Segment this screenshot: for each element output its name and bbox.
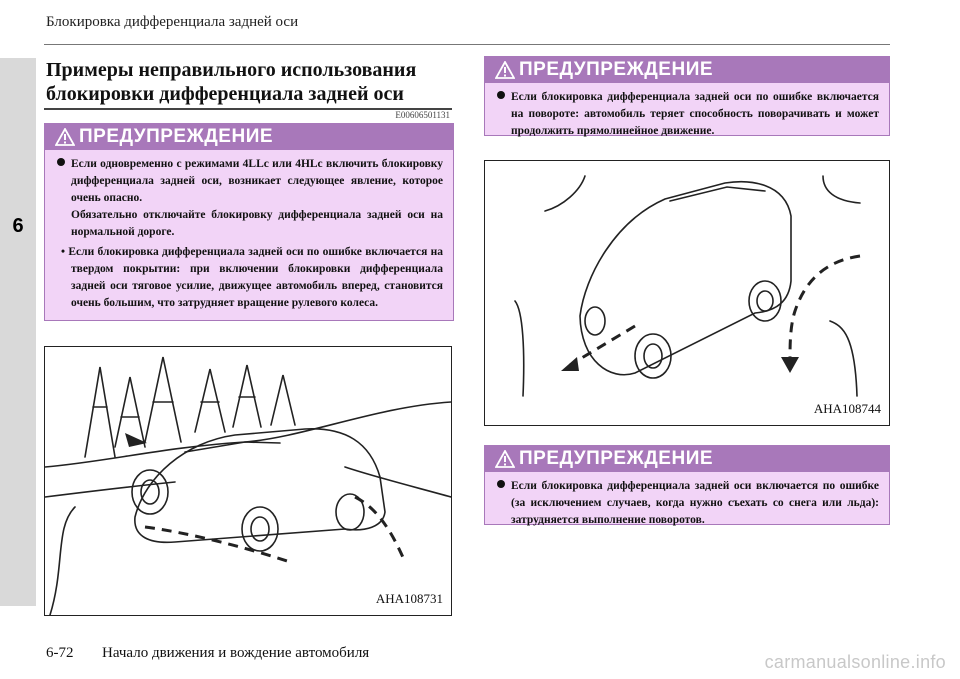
- watermark: carmanualsonline.info: [764, 652, 946, 672]
- bullet-icon: [497, 480, 505, 488]
- warning-heading: ПРЕДУПРЕЖДЕНИЕ: [79, 126, 274, 147]
- chapter-side-tab: [0, 58, 36, 606]
- warning-triangle-icon: [495, 61, 515, 79]
- warning-heading: ПРЕДУПРЕЖДЕНИЕ: [519, 59, 714, 80]
- section-title-line2: блокировки дифференциала задней оси: [46, 83, 404, 105]
- running-header: Блокировка дифференциала задней оси: [46, 14, 299, 30]
- chapter-footer: Начало движения и вождение автомобиля: [102, 645, 370, 661]
- warning-bullet-continuation: Обязательно отключайте блокировку дифференциала задней оси на нормальной дороге.: [71, 209, 443, 238]
- warning-bullet: Если одновременно с режимами 4LLc или 4HLc включить блокировку дифференциала задней оси, возникает следующее явление, которое очень опасно.: [57, 156, 443, 207]
- figure-turning: [484, 160, 890, 426]
- figure-label: AHA108744: [813, 401, 881, 416]
- page-number: 6-72: [46, 645, 74, 661]
- warning-body: [485, 472, 889, 535]
- warning-sub-bullet: • Если блокировка дифференциала задней оси по ошибке включается на твердом покрытии: при включении блокировки дифференциала задней оси тяговое усилие, движущее автомобиль вперед, становится очень большим, что затрудняет вращение рулевого колеса.: [61, 246, 443, 309]
- warning-triangle-icon: [55, 128, 75, 146]
- warning-body: [45, 150, 453, 318]
- bullet-icon: [57, 158, 65, 166]
- warning-header: [45, 124, 453, 150]
- warning-triangle-icon: [495, 450, 515, 468]
- warning-bullet: Если блокировка дифференциала задней оси включается по ошибке (за исключением случаев, когда нужно съехать со снега или льда): затрудняется выполнение поворотов.: [497, 478, 879, 529]
- warning-body: [485, 83, 889, 146]
- warning-header: [485, 57, 889, 83]
- warning-box-1: [44, 123, 454, 321]
- warning-box-2: [484, 56, 890, 136]
- section-title: [46, 58, 446, 106]
- turning-illustration: [485, 161, 889, 425]
- bullet-icon: [497, 91, 505, 99]
- hill-road-illustration: [45, 347, 451, 615]
- warning-box-3: [484, 445, 890, 525]
- figure-hill-road: [44, 346, 452, 616]
- chapter-number: 6: [12, 215, 24, 237]
- header-rule: [44, 44, 890, 45]
- figure-label: AHA108731: [375, 591, 443, 606]
- warning-bullet: Если блокировка дифференциала задней оси по ошибке включается на повороте: автомобиль теряет способность поворачивать и может продолжить прямолинейное движение.: [497, 89, 879, 140]
- warning-header: [485, 446, 889, 472]
- section-code: E00606501131: [395, 110, 450, 120]
- section-title-line1: Примеры неправильного использования: [46, 59, 417, 81]
- warning-heading: ПРЕДУПРЕЖДЕНИЕ: [519, 448, 714, 469]
